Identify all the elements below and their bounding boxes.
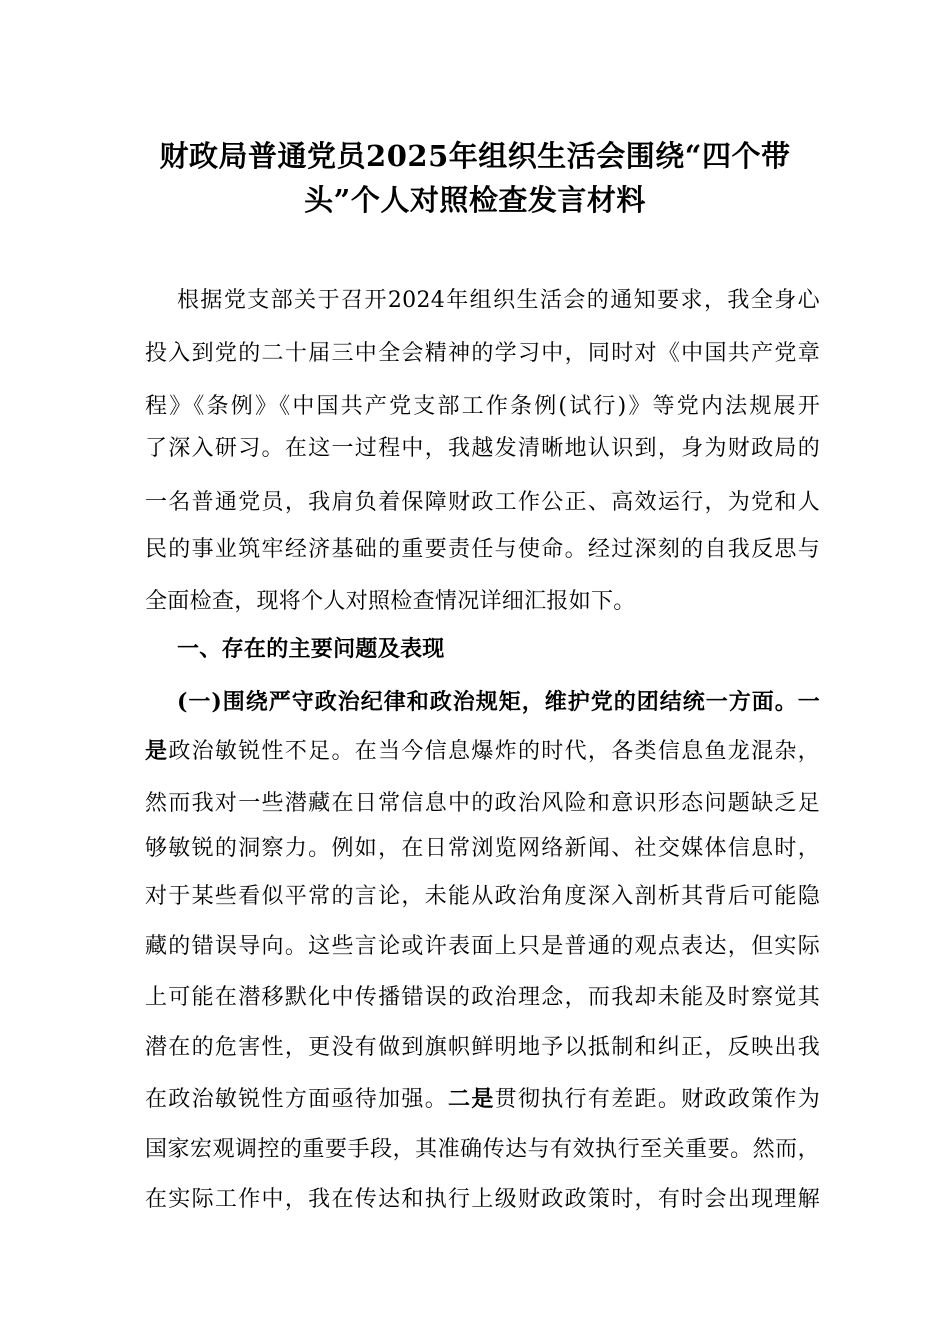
body-line-text: 在政治敏锐性方面亟待加强。 (145, 1087, 449, 1112)
bold-marker: 二是 (448, 1086, 495, 1112)
body-line: 上可能在潜移默化中传播错误的政治理念，而我却未能及时察觉其 (145, 985, 820, 1010)
body-line: 国家宏观调控的重要手段，其准确传达与有效执行至关重要。然而， (145, 1137, 820, 1162)
document-title-line-2: 头”个人对照检查发言材料 (304, 183, 646, 217)
body-line (145, 1084, 820, 1114)
body-line: 在实际工作中，我在传达和执行上级财政政策时，有时会出现理解 (145, 1187, 820, 1212)
section-heading: 一、存在的主要问题及表现 (177, 636, 445, 662)
intro-line: 全面检查，现将个人对照检查情况详细汇报如下。 (145, 589, 636, 614)
subsection-heading: (一)围绕严守政治纪律和政治规矩，维护党的团结统一方面。一 (177, 689, 820, 715)
intro-line: 根据党支部关于召开2024年组织生活会的通知要求，我全身心 (177, 288, 820, 313)
document-title-line-1: 财政局普通党员2025年组织生活会围绕“四个带 (159, 139, 791, 173)
intro-line: 了深入研习。在这一过程中，我越发清晰地认识到，身为财政局的 (145, 436, 820, 461)
intro-line: 程》《条例》《中国共产党支部工作条例(试行)》等党内法规展开 (145, 394, 820, 419)
bold-marker: 是 (145, 738, 169, 764)
intro-line: 投入到党的二十届三中全会精神的学习中，同时对《中国共产党章 (145, 341, 820, 366)
body-line: 然而我对一些潜藏在日常信息中的政治风险和意识形态问题缺乏足 (145, 791, 820, 816)
body-line-text: 贯彻执行有差距。财政政策作为 (494, 1087, 821, 1112)
body-line: 潜在的危害性，更没有做到旗帜鲜明地予以抵制和纠正，反映出我 (145, 1035, 820, 1060)
intro-line: 一名普通党员，我肩负着保障财政工作公正、高效运行，为党和人 (145, 490, 820, 515)
body-line: 对于某些看似平常的言论，未能从政治角度深入剖析其背后可能隐 (145, 884, 820, 909)
body-line-text: 政治敏锐性不足。在当今信息爆炸的时代，各类信息鱼龙混杂， (168, 739, 820, 764)
body-line: 藏的错误导向。这些言论或许表面上只是普通的观点表达，但实际 (145, 934, 820, 959)
body-line: 够敏锐的洞察力。例如，在日常浏览网络新闻、社交媒体信息时， (145, 836, 820, 861)
body-line (145, 736, 820, 766)
intro-line: 民的事业筑牢经济基础的重要责任与使命。经过深刻的自我反思与 (145, 537, 820, 562)
